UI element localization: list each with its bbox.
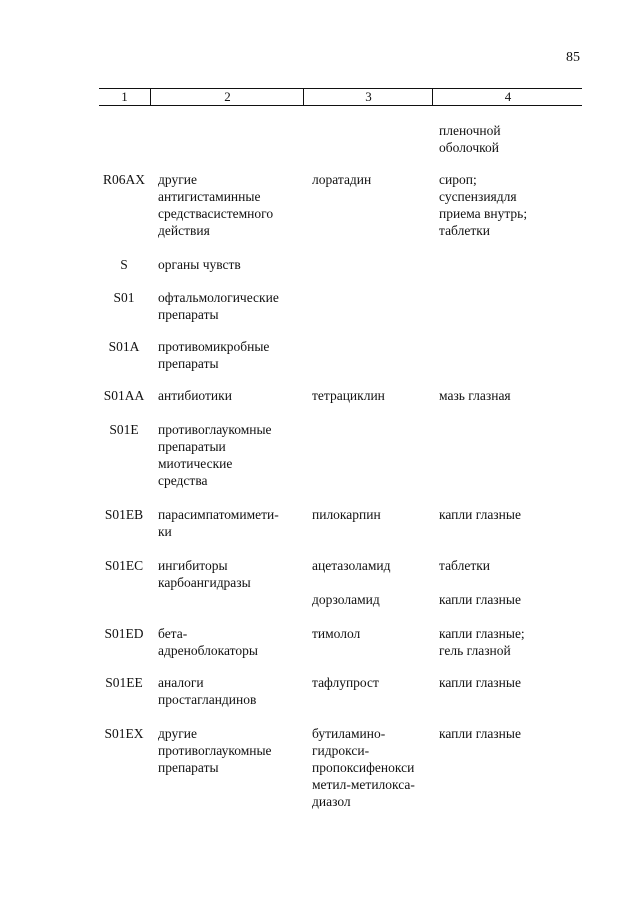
drug-name-cell — [312, 591, 437, 608]
drug-name-cell — [312, 557, 437, 574]
atc-code-cell — [99, 338, 149, 355]
cell-line: парасимпатомимети- — [158, 507, 279, 522]
cell-line: S — [120, 257, 128, 272]
dosage-form-cell — [439, 591, 579, 608]
header-col-4: 4 — [432, 89, 583, 105]
group-name-cell — [158, 506, 301, 540]
cell-line: антибиотики — [158, 388, 232, 403]
group-name-cell — [158, 387, 301, 404]
dosage-form-cell — [439, 171, 579, 239]
cell-line: препараты — [158, 307, 219, 322]
cell-line: капли глазные — [439, 726, 521, 741]
cell-line: другие — [158, 172, 197, 187]
cell-line: тимолол — [312, 626, 361, 641]
drug-name-cell — [312, 725, 437, 810]
cell-line: другие — [158, 726, 197, 741]
cell-line: таблетки — [439, 223, 491, 238]
cell-line: органы чувств — [158, 257, 241, 272]
cell-line: препараты — [158, 760, 219, 775]
header-col-1: 1 — [121, 89, 128, 104]
cell-line: R06AX — [102, 172, 145, 187]
cell-line: S01E — [109, 422, 139, 437]
cell-line: дорзоламид — [312, 592, 380, 607]
atc-code-cell — [99, 674, 149, 691]
cell-line: сироп; — [439, 172, 477, 187]
cell-line: приема внутрь; — [439, 206, 528, 221]
cell-line: лоратадин — [312, 172, 372, 187]
dosage-form-cell — [439, 625, 579, 659]
cell-line: оболочкой — [439, 140, 499, 155]
cell-line: суспензиядля — [439, 189, 517, 204]
header-col-2: 2 — [150, 89, 304, 105]
page-number: 85 — [566, 50, 580, 65]
cell-line: миотические — [158, 456, 233, 471]
group-name-cell — [158, 725, 301, 776]
cell-line: гидрокси- — [312, 743, 370, 758]
cell-line: капли глазные — [439, 592, 521, 607]
cell-line: аналоги — [158, 675, 204, 690]
cell-line: S01EE — [105, 675, 143, 690]
atc-code-cell — [99, 289, 149, 306]
cell-line: S01EC — [104, 558, 144, 573]
cell-line: ацетазоламид — [312, 558, 391, 573]
cell-line: средствасистемного — [158, 206, 274, 221]
cell-line: действия — [158, 223, 210, 238]
cell-line: препараты — [158, 356, 219, 371]
atc-code-cell — [99, 625, 149, 642]
drug-name-cell — [312, 387, 437, 404]
dosage-form-cell — [439, 725, 579, 742]
drug-name-cell — [312, 171, 437, 188]
cell-line: антигистаминные — [158, 189, 261, 204]
atc-code-cell — [99, 171, 149, 188]
group-name-cell — [158, 171, 301, 239]
cell-line: пленочной — [439, 123, 501, 138]
dosage-form-cell — [439, 387, 579, 404]
drug-name-cell — [312, 506, 437, 523]
header-col-3: 3 — [303, 89, 433, 105]
cell-line: S01EX — [104, 726, 144, 741]
cell-line: простагландинов — [158, 692, 257, 707]
group-name-cell — [158, 289, 301, 323]
cell-line: таблетки — [439, 558, 491, 573]
cell-line: метил-метилокса- — [312, 777, 415, 792]
cell-line: S01AA — [103, 388, 145, 403]
cell-line: ки — [158, 524, 172, 539]
cell-line: S01EB — [104, 507, 144, 522]
cell-line: карбоангидразы — [158, 575, 251, 590]
cell-line: мазь глазная — [439, 388, 511, 403]
drug-name-cell — [312, 674, 437, 691]
atc-code-cell — [99, 557, 149, 574]
dosage-form-cell — [439, 122, 579, 156]
dosage-form-cell — [439, 506, 579, 523]
cell-line: адреноблокаторы — [158, 643, 258, 658]
cell-line: противоглаукомные — [158, 422, 272, 437]
cell-line: диазол — [312, 794, 351, 809]
group-name-cell — [158, 338, 301, 372]
atc-code-cell — [99, 725, 149, 742]
cell-line: средства — [158, 473, 208, 488]
cell-line: S01A — [108, 339, 140, 354]
table-header — [99, 88, 582, 106]
cell-line: ингибиторы — [158, 558, 228, 573]
dosage-form-cell — [439, 674, 579, 691]
drug-name-cell — [312, 625, 437, 642]
group-name-cell — [158, 557, 301, 591]
cell-line: бутиламино- — [312, 726, 386, 741]
cell-line: капли глазные; — [439, 626, 525, 641]
atc-code-cell — [99, 421, 149, 438]
cell-line: пилокарпин — [312, 507, 381, 522]
cell-line: противомикробные — [158, 339, 270, 354]
cell-line: противоглаукомные — [158, 743, 272, 758]
cell-line: тафлупрост — [312, 675, 379, 690]
group-name-cell — [158, 256, 301, 273]
group-name-cell — [158, 421, 301, 489]
cell-line: S01ED — [104, 626, 144, 641]
dosage-form-cell — [439, 557, 579, 574]
cell-line: пропоксифенокси — [312, 760, 415, 775]
cell-line: тетрациклин — [312, 388, 385, 403]
cell-line: бета- — [158, 626, 188, 641]
cell-line: офтальмологические — [158, 290, 279, 305]
atc-code-cell — [99, 256, 149, 273]
group-name-cell — [158, 674, 301, 708]
cell-line: капли глазные — [439, 507, 521, 522]
group-name-cell — [158, 625, 301, 659]
atc-code-cell — [99, 506, 149, 523]
cell-line: капли глазные — [439, 675, 521, 690]
atc-code-cell — [99, 387, 149, 404]
cell-line: S01 — [113, 290, 135, 305]
cell-line: препаратыи — [158, 439, 226, 454]
cell-line: гель глазной — [439, 643, 511, 658]
